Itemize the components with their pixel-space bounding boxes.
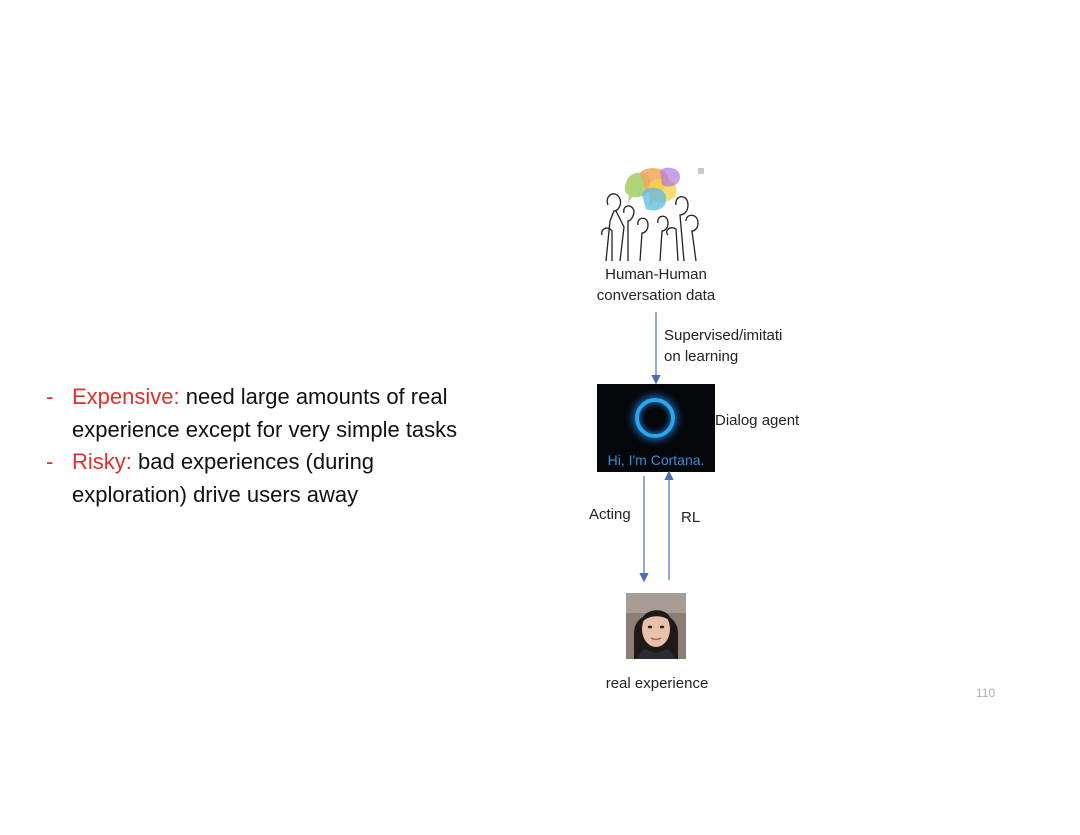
agent-greeting: Hi, I'm Cortana.	[607, 452, 705, 468]
bullet-text: need large amounts of real	[179, 384, 448, 409]
supervised-line1: Supervised/imitati	[664, 327, 783, 344]
bullet-text: bad experiences (during	[131, 449, 375, 474]
bullet-keyword: Risky:	[72, 449, 132, 474]
data-source-label	[585, 264, 727, 306]
supervised-line2: on learning	[664, 348, 739, 365]
bullet-risky	[46, 446, 516, 511]
dialog-agent-label: Dialog agent	[715, 412, 800, 429]
bullet-text: exploration) drive users away	[72, 481, 359, 507]
supervised-learning-label	[664, 325, 782, 367]
page-number: 110	[976, 686, 996, 700]
rl-label: RL	[681, 509, 701, 526]
bullet-keyword: Expensive:	[72, 384, 180, 409]
data-label-line2: conversation data	[596, 287, 716, 304]
person-photo	[626, 593, 686, 659]
bullet-expensive	[46, 381, 516, 446]
acting-label: Acting	[589, 506, 631, 523]
people-talking-illustration	[598, 165, 710, 267]
data-label-line1: Human-Human	[605, 266, 707, 283]
bullet-marker: -	[46, 449, 54, 474]
cortana-ring-icon	[635, 398, 675, 438]
bullet-list	[46, 381, 516, 511]
bullet-marker: -	[46, 384, 54, 409]
bullet-text: experience except for very simple tasks	[72, 416, 458, 442]
dialog-agent-image	[597, 384, 715, 472]
real-experience-label: real experience	[605, 675, 709, 692]
